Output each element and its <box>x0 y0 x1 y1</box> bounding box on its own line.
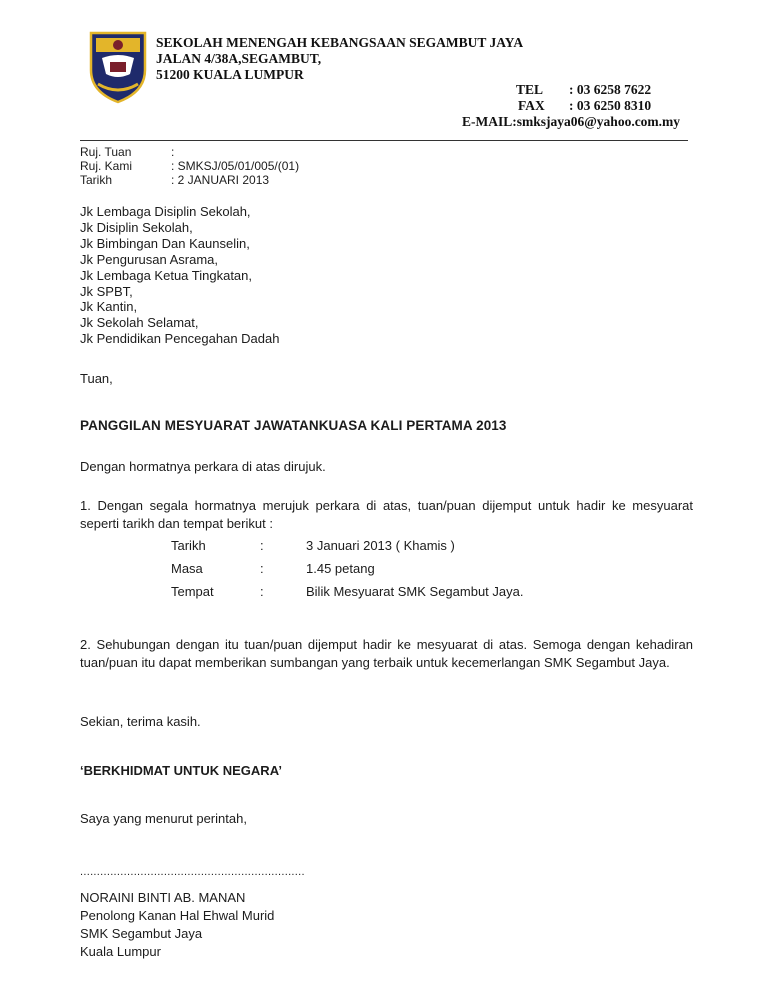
email-line: E-MAIL:smksjaya06@yahoo.com.my <box>462 114 681 129</box>
address-line-2: 51200 KUALA LUMPUR <box>156 67 304 82</box>
recipient-list <box>80 204 279 347</box>
recipient-item: Jk Pendidikan Pencegahan Dadah <box>80 331 280 347</box>
signatory-org: SMK Segambut Jaya <box>80 926 203 941</box>
signatory-name: NORAINI BINTI AB. MANAN <box>80 890 246 905</box>
tarikh-value: : 2 JANUARI 2013 <box>171 173 270 187</box>
recipient-item: Jk Lembaga Ketua Tingkatan, <box>80 267 253 283</box>
tel-label: TEL <box>516 82 544 97</box>
paragraph-1: 1. Dengan segala hormatnya merujuk perkara di atas, tuan/puan dijemput untuk hadir ke mesyuarat seperti tarikh dan tempat berikut : <box>80 498 693 531</box>
recipient-item: Jk Pengurusan Asrama, <box>80 251 219 267</box>
recipient-item: Jk Lembaga Disiplin Sekolah, <box>80 204 251 219</box>
ruj-kami-value: : SMKSJ/05/01/005/(01) <box>171 159 300 173</box>
intro-text: Dengan hormatnya perkara di atas dirujuk. <box>80 459 326 474</box>
sign-intro: Saya yang menurut perintah, <box>80 811 247 826</box>
school-crest-icon <box>88 30 148 104</box>
detail-value-masa: 1.45 petang <box>306 561 375 576</box>
letterhead-divider <box>80 140 688 141</box>
detail-value-tarikh: 3 Januari 2013 ( Khamis ) <box>306 538 455 553</box>
recipient-item: Jk Disiplin Sekolah, <box>80 219 193 235</box>
tarikh-label: Tarikh <box>80 173 113 187</box>
detail-sep: : <box>260 561 264 576</box>
ruj-kami-label: Ruj. Kami <box>80 159 133 173</box>
address-line-1: JALAN 4/38A,SEGAMBUT, <box>156 51 322 66</box>
tel-value: : 03 6258 7622 <box>569 82 652 97</box>
signature-line: ................................................................... <box>80 866 305 878</box>
ruj-tuan-label: Ruj. Tuan <box>80 145 132 159</box>
detail-value-tempat: Bilik Mesyuarat SMK Segambut Jaya. <box>306 584 524 599</box>
recipient-item: Jk Bimbingan Dan Kaunselin, <box>80 235 250 251</box>
salutation: Tuan, <box>80 371 113 386</box>
signatory-city: Kuala Lumpur <box>80 944 161 959</box>
paragraph-2: 2. Sehubungan dengan itu tuan/puan dijemput hadir ke mesyuarat di atas. Semoga dengan kehadiran tuan/puan itu dapat memberikan sumbangan yang terbaik untuk kecemerlangan SMK Segambut Jaya. <box>80 637 693 670</box>
subject-heading: PANGGILAN MESYUARAT JAWATANKUASA KALI PERTAMA 2013 <box>80 418 507 433</box>
detail-label-tempat: Tempat <box>171 584 214 599</box>
fax-value: : 03 6250 8310 <box>569 98 652 113</box>
motto: ‘BERKHIDMAT UNTUK NEGARA’ <box>80 763 282 778</box>
school-name: SEKOLAH MENENGAH KEBANGSAAN SEGAMBUT JAYA <box>156 35 524 50</box>
detail-sep: : <box>260 584 264 599</box>
closing-text: Sekian, terima kasih. <box>80 714 201 729</box>
detail-label-masa: Masa <box>171 561 203 576</box>
signatory-block <box>80 889 274 961</box>
ruj-tuan-value: : <box>171 145 175 159</box>
recipient-item: Jk SPBT, <box>80 283 133 299</box>
fax-label: FAX <box>518 98 545 113</box>
recipient-item: Jk Kantin, <box>80 299 138 315</box>
recipient-item: Jk Sekolah Selamat, <box>80 315 199 331</box>
detail-label-tarikh: Tarikh <box>171 538 206 553</box>
detail-sep: : <box>260 538 264 553</box>
signatory-position: Penolong Kanan Hal Ehwal Murid <box>80 908 275 923</box>
